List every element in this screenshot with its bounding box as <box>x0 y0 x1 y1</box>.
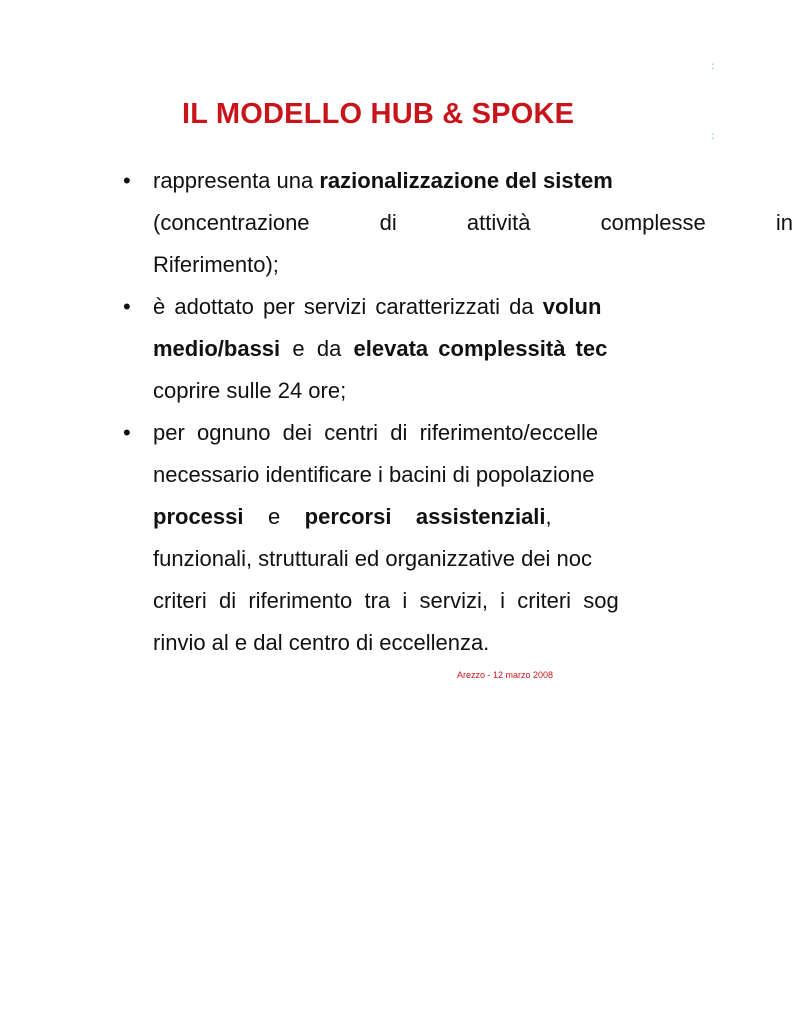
bullet-line: funzionali, strutturali ed organizzative dei noc <box>153 546 593 571</box>
bullet-list <box>0 160 793 664</box>
line-bold-text: volun <box>542 294 602 319</box>
bullet-item <box>0 286 728 412</box>
bullet-dot: • <box>123 294 131 319</box>
bullet-line: per ognuno dei centri di riferimento/eccelle <box>153 420 599 445</box>
logo-text-line: s <box>712 62 714 66</box>
bullet-line <box>153 328 728 370</box>
line-text: , <box>545 504 552 529</box>
line-text: è adottato per servizi caratterizzati da <box>153 294 543 319</box>
line-bold-text: razionalizzazione del sistem <box>319 168 613 193</box>
bullet-line: criteri di riferimento tra i servizi, i criteri sog <box>153 588 619 613</box>
bullet-dot: • <box>123 420 131 445</box>
bullet-line: coprire sulle 24 ore; <box>153 378 347 403</box>
bullet-item <box>0 412 728 664</box>
line-text: rappresenta una <box>153 168 320 193</box>
logo-fragment-top <box>712 62 724 70</box>
bullet-item <box>0 160 793 286</box>
bullet-line: necessario identificare i bacini di popolazione <box>153 462 595 487</box>
bullet-line <box>153 286 728 328</box>
bullet-line: rinvio al e dal centro di eccellenza. <box>153 630 490 655</box>
bullet-line <box>153 496 728 538</box>
line-bold-text: medio/bassi <box>153 336 281 361</box>
logo-text-line: s <box>712 132 714 136</box>
line-bold-text: elevata complessità tec <box>353 336 608 361</box>
bullet-line: (concentrazione di attività complesse in <box>153 210 793 235</box>
bullet-dot: • <box>123 168 131 193</box>
footer-date: Arezzo - 12 marzo 2008 <box>457 670 554 680</box>
logo-text-line: p <box>712 136 714 140</box>
logo-fragment-bottom <box>712 132 724 140</box>
logo-text-line: p <box>712 66 714 70</box>
bullet-line <box>153 160 728 202</box>
line-bold-text: percorsi assistenziali <box>304 504 546 529</box>
bullet-line: Riferimento); <box>153 252 279 277</box>
line-bold-text: processi <box>153 504 244 529</box>
line-text: e da <box>280 336 354 361</box>
line-text: e <box>243 504 305 529</box>
slide-title: IL MODELLO HUB & SPOKE <box>182 98 575 130</box>
